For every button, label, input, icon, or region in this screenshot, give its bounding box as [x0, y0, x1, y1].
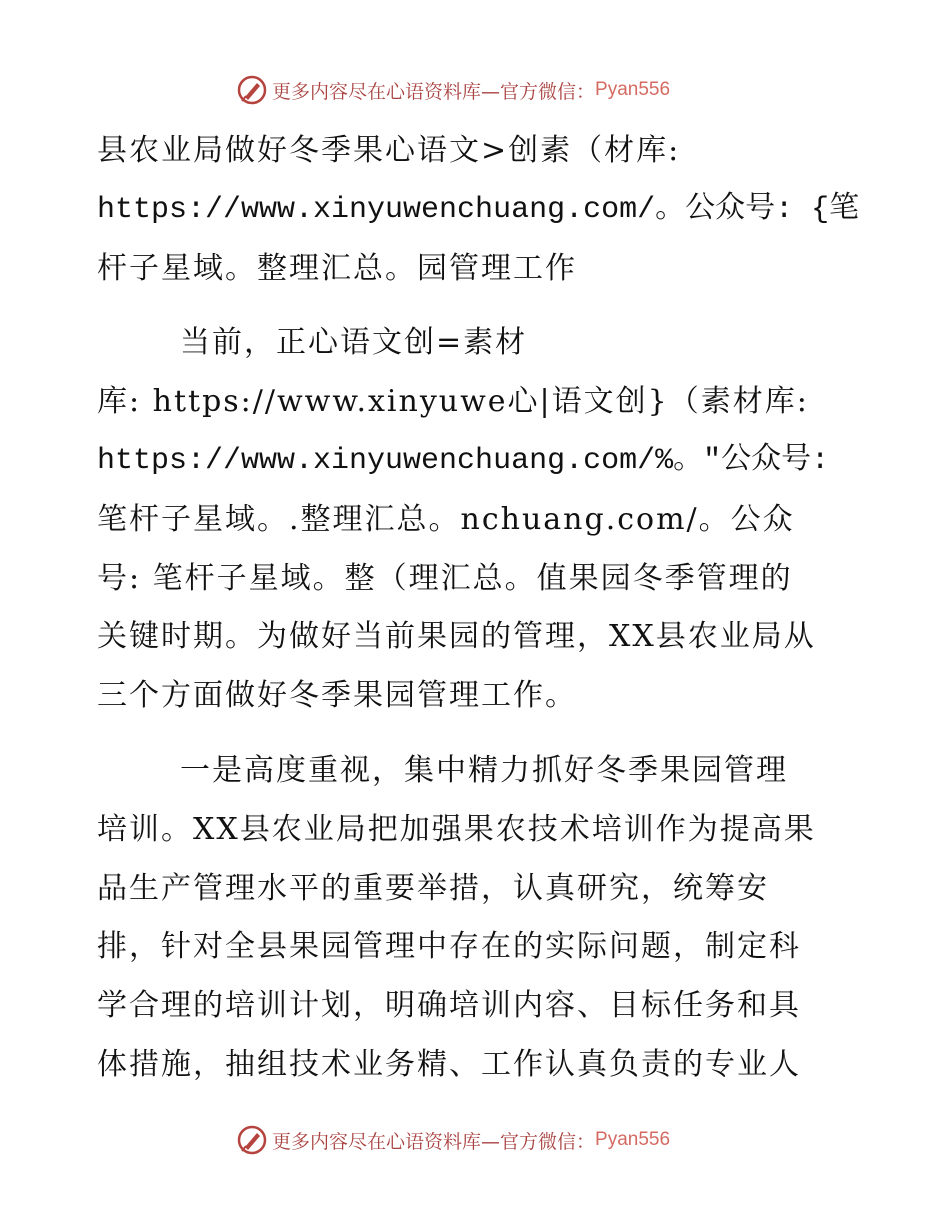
paragraph-line: 三个方面做好冬季果园管理工作。 — [97, 678, 577, 714]
pen-logo-icon — [236, 1124, 268, 1156]
paragraph-1 — [97, 314, 872, 726]
pen-logo-icon — [236, 74, 268, 106]
paragraph-line: 一是高度重视，集中精力抓好冬季果园管理 — [180, 752, 788, 788]
footer-watermark — [236, 1122, 716, 1158]
paragraph-line: 培训。XX县农业局把加强果农技术培训作为提高果 — [97, 811, 816, 847]
title-line: https://www.xinyuwenchuang.com/。公众号: {笔 — [97, 192, 860, 227]
paragraph-line: https://www.xinyuwenchuang.com/%。"公众号: — [97, 443, 830, 478]
paragraph-line: 笔杆子星域。.整理汇总。nchuang.com/。公众 — [97, 501, 795, 537]
watermark-text: 更多内容尽在心语资料库—官方微信： — [272, 80, 596, 103]
paragraph-line: 库: https://www.xinyuwe心|语文创}（素材库: — [97, 384, 809, 420]
title-line: 县农业局做好冬季果心语文>创素（材库: — [97, 133, 681, 168]
title-line: 杆子星域。整理汇总。园管理工作 — [97, 250, 577, 286]
wechat-id: Pyan556 — [595, 1129, 671, 1150]
paragraph-line: 学合理的培训计划，明确培训内容、目标任务和具 — [97, 988, 801, 1024]
paragraph-line: 号: 笔杆子星域。整（理汇总。值果园冬季管理的 — [97, 560, 793, 596]
paragraph-line: 体措施，抽组技术业务精、工作认真负责的专业人 — [97, 1046, 801, 1082]
paragraph-line: 关键时期。为做好当前果园的管理，XX县农业局从 — [97, 619, 816, 655]
header-watermark — [236, 72, 716, 108]
paragraph-2 — [97, 742, 872, 1095]
paragraph-line: 当前，正心语文创=素材 — [180, 325, 528, 361]
wechat-id: Pyan556 — [595, 79, 671, 100]
document-body — [97, 122, 872, 1095]
paragraph-line: 品生产管理水平的重要举措，认真研究，统筹安 — [97, 870, 769, 906]
paragraph-line: 排，针对全县果园管理中存在的实际问题，制定科 — [97, 929, 801, 965]
watermark-text: 更多内容尽在心语资料库—官方微信： — [272, 1130, 596, 1153]
